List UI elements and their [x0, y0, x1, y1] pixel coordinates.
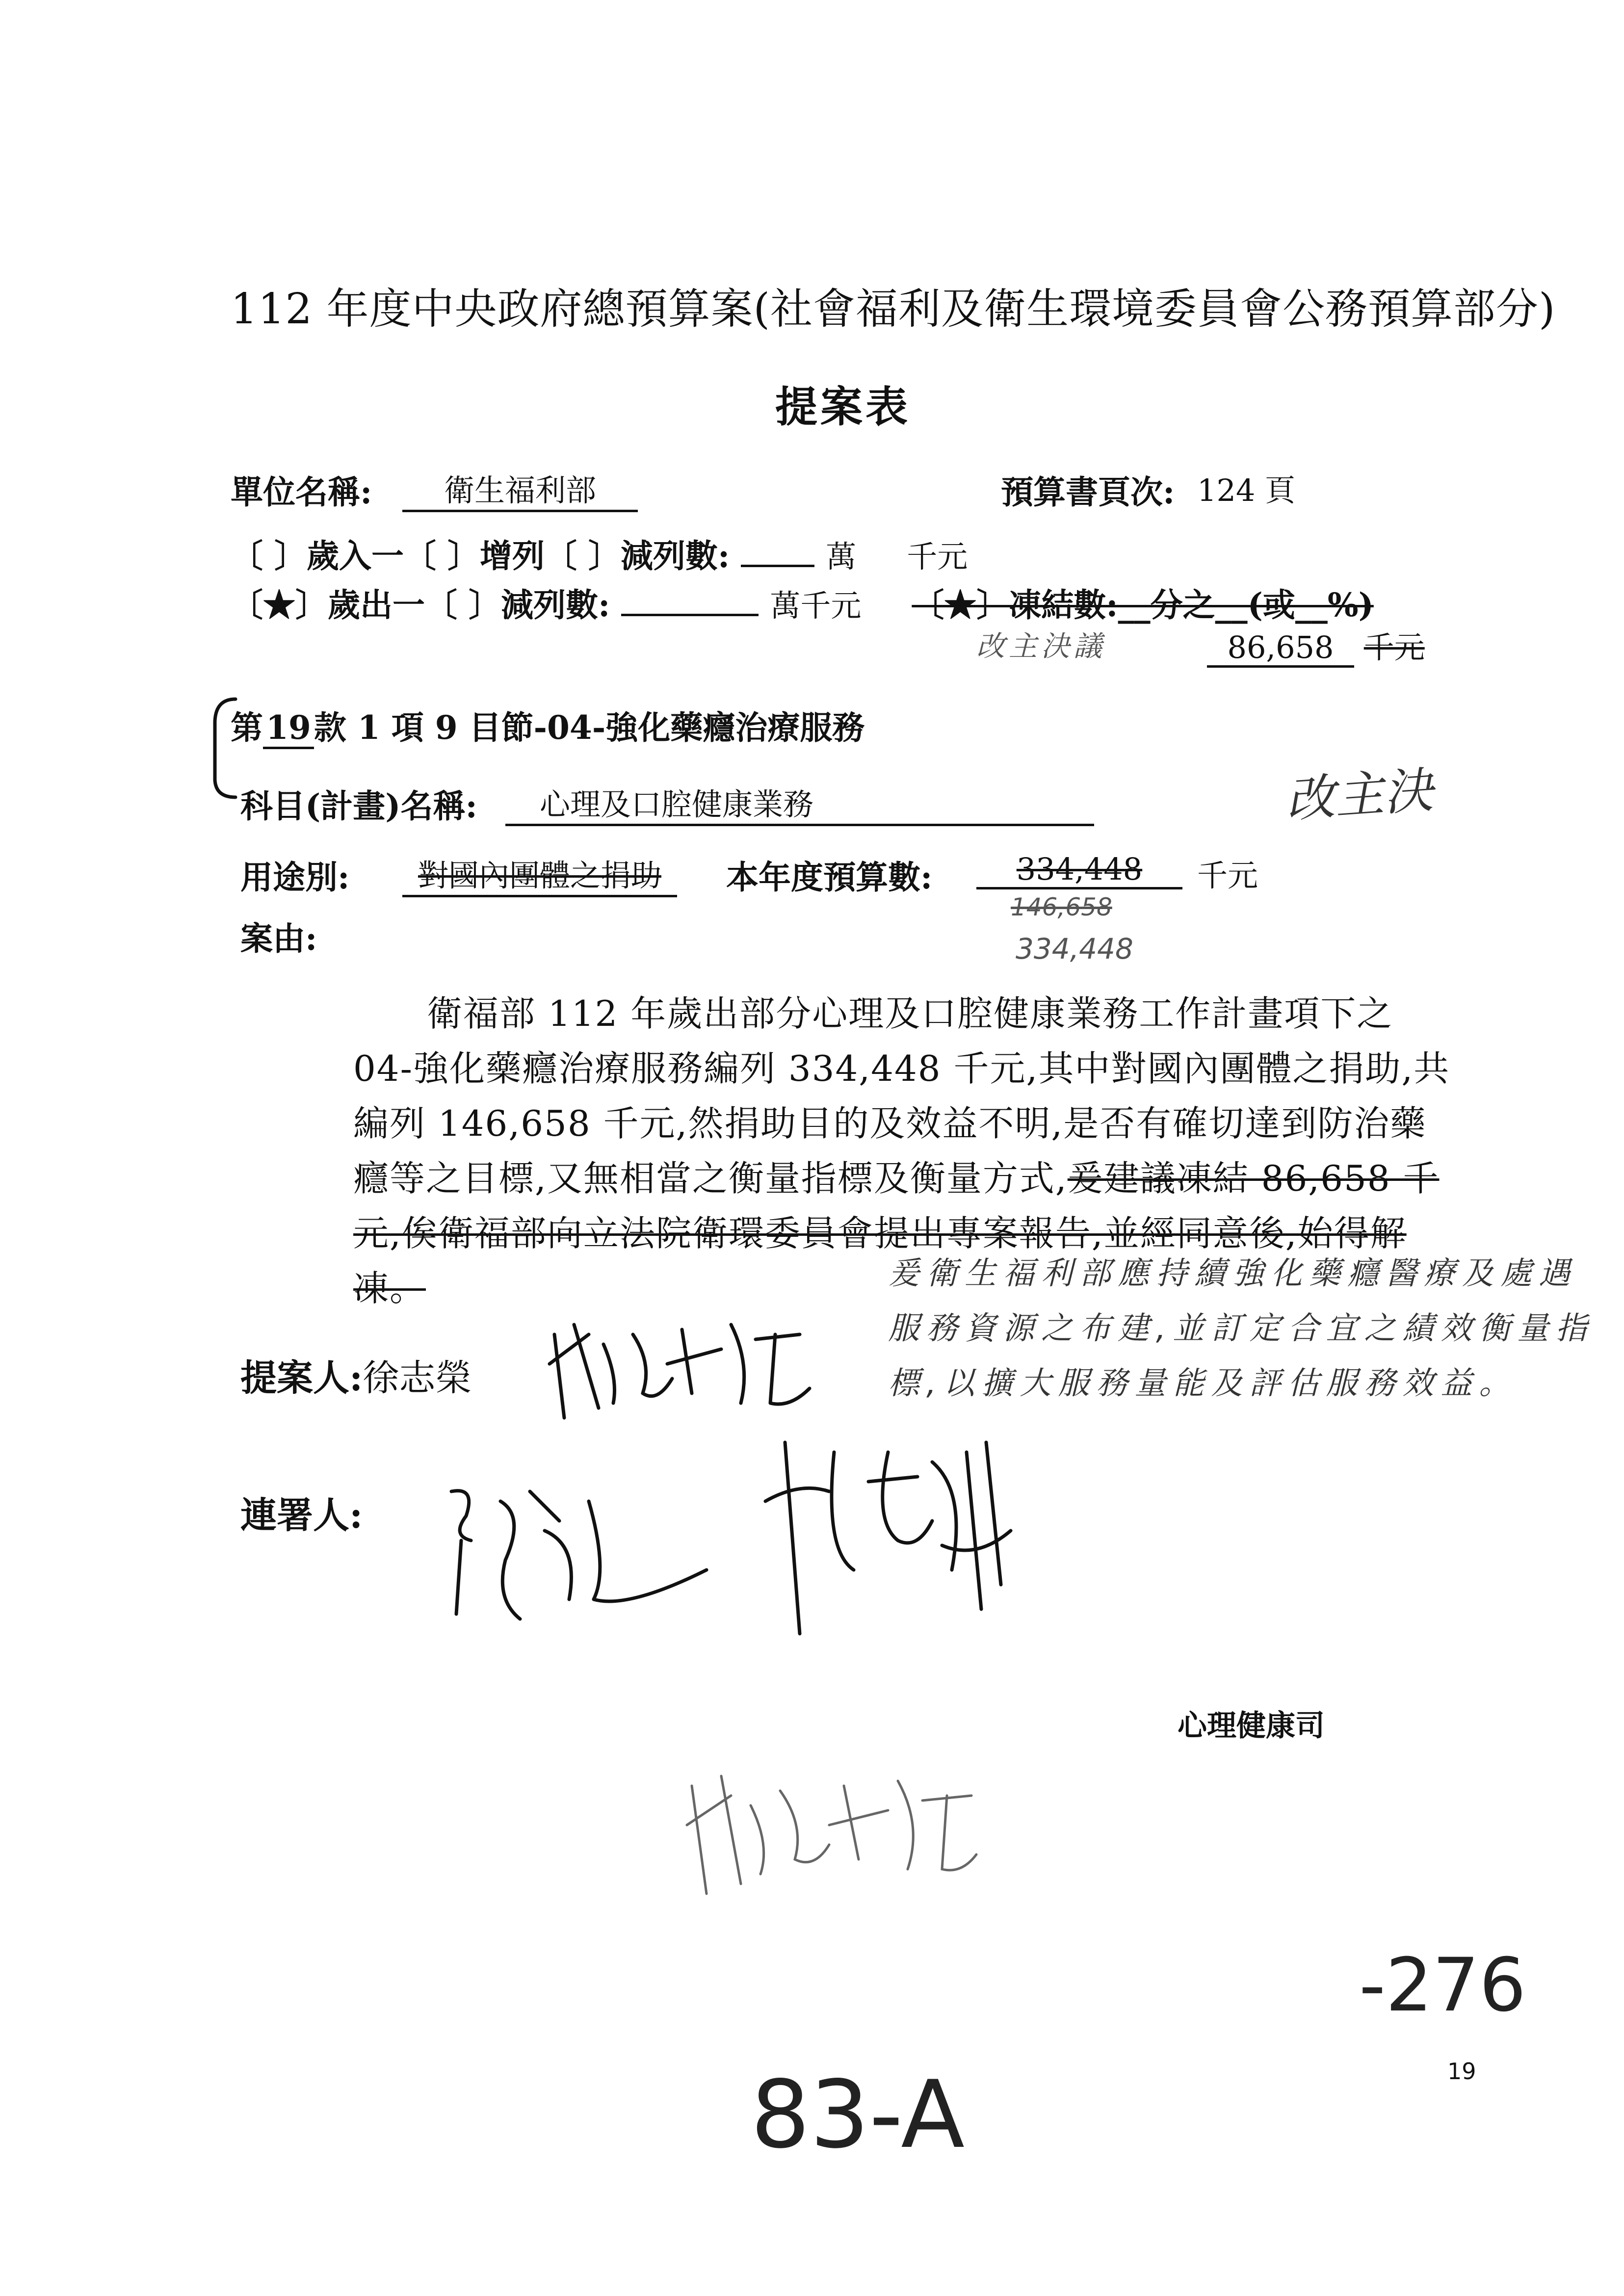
unit-value: 衛生福利部 [402, 466, 638, 512]
amendment-unit: 千元 [1363, 629, 1425, 665]
usage-value: 對國內團體之捐助 [402, 851, 677, 897]
budget-label: 本年度預算數: [726, 858, 933, 896]
faint-signature [677, 1747, 981, 1904]
proposer-name: 徐志榮 [363, 1357, 472, 1399]
revenue-line-text: 〔 〕歲入一〔 〕增列〔 〕減列數: [231, 537, 730, 575]
amendment-note: 改主決議 [976, 629, 1106, 663]
amendment-amount: 86,658 [1207, 629, 1354, 668]
cosigner-label: 連署人: [240, 1494, 363, 1537]
page-number: 19 [1447, 2058, 1476, 2085]
budget-correction-new: 334,448 [1016, 932, 1133, 965]
amendment-amount-line [1207, 623, 1425, 668]
department-stamp: 心理健康司 [1178, 1709, 1325, 1743]
cosigner-signature-1 [432, 1472, 726, 1634]
expense-blank [621, 584, 759, 616]
budget-value: 334,448 [976, 851, 1182, 889]
revenue-blank [741, 535, 814, 567]
document-subtitle: 提案表 [775, 382, 911, 432]
item-rest: 款 1 項 9 目節-04-強化藥癮治療服務 [314, 708, 865, 747]
subject-hand-note: 改主決 [1283, 761, 1435, 829]
hand-number-bottom: 83-A [751, 2061, 965, 2169]
expense-unit: 萬千元 [770, 588, 862, 624]
expense-line [231, 579, 1374, 626]
subject-value: 心理及口腔健康業務 [505, 780, 1094, 826]
hand-number-top: -276 [1359, 1943, 1526, 2028]
item-line [231, 702, 864, 749]
proposer-signature [545, 1305, 819, 1433]
revenue-unit-wan: 萬 [826, 539, 857, 574]
revenue-line [231, 530, 968, 576]
page-ref-value: 124 頁 [1197, 472, 1296, 508]
expense-line-text: 〔★〕歲出一〔 〕減列數: [231, 586, 610, 624]
reason-hand-note: 爰衛生福利部應持續強化藥癮醫療及處遇服務資源之布建,並訂定合宜之績效衡量指標,以擴大服務量能及評估服務效益。 [888, 1255, 1594, 1402]
reason-struck-text: 爰建議凍結 86,658 千元,俟衛福部向立法院衛環委員會提出專案報告,並經同意後,始得解凍。 [353, 1158, 1440, 1309]
reason-label: 案由: [240, 919, 317, 958]
freeze-text: 〔★〕凍結數:__分之__(或__%) [912, 586, 1374, 624]
proposer-label: 提案人: [240, 1357, 363, 1399]
budget-correction-struck: 146,658 [1011, 893, 1112, 921]
budget-unit: 千元 [1197, 858, 1258, 893]
item-number: 19 [263, 708, 314, 749]
item-prefix: 第 [231, 708, 263, 747]
usage-label: 用途別: [240, 858, 350, 896]
cosigner-signature-2 [756, 1423, 1030, 1653]
page-ref-label: 預算書頁次: [1001, 473, 1175, 511]
proposer-line [240, 1349, 471, 1401]
document-title: 112 年度中央政府總預算案(社會福利及衛生環境委員會公務預算部分) [231, 285, 1556, 334]
subject-label: 科目(計畫)名稱: [240, 787, 477, 825]
revenue-unit-qian: 千元 [907, 539, 968, 574]
unit-label: 單位名稱: [231, 473, 372, 511]
reason-text: 衛福部 112 年歲出部分心理及口腔健康業務工作計畫項下之 04-強化藥癮治療服務編列 334,448 千元,其中對國內團體之捐助,共編列 146,658 千元,然捐助目的及效益不明,是否有確切達到防治藥癮等之目標,又無相當之衡量指標及衡量方式, [353, 993, 1450, 1199]
